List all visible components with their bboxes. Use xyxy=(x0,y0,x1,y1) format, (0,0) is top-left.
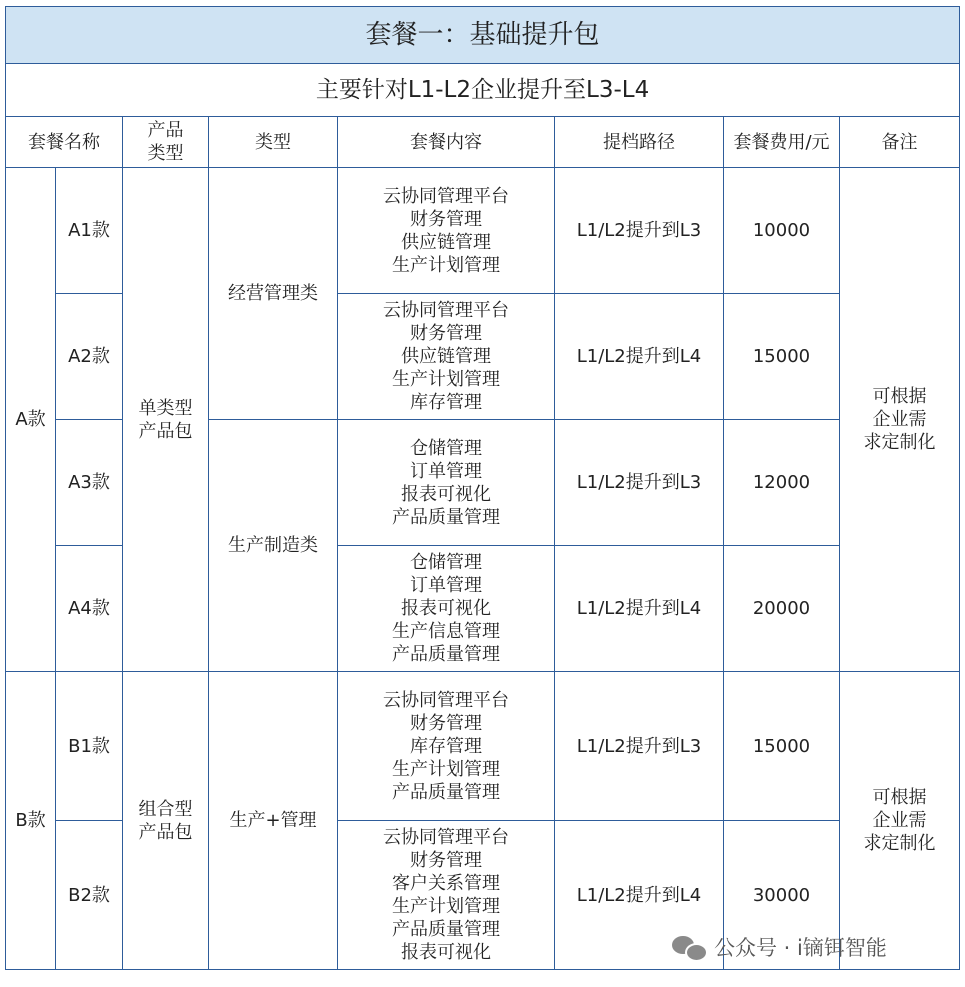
package-fee: 15000 xyxy=(724,672,840,821)
watermark xyxy=(672,932,887,962)
upgrade-path: L1/L2提升到L4 xyxy=(555,546,724,672)
package-name: B1款 xyxy=(56,672,123,821)
group-b-note: 可根据 企业需 求定制化 xyxy=(840,672,960,970)
category-operations: 经营管理类 xyxy=(209,168,338,420)
group-a-label: A款 xyxy=(6,168,56,672)
package-name: A1款 xyxy=(56,168,123,294)
watermark-text: 公众号 · i镝铒智能 xyxy=(714,936,887,960)
table-subtitle: 主要针对L1-L2企业提升至L3-L4 xyxy=(6,64,960,117)
category-manufacturing: 生产制造类 xyxy=(209,420,338,672)
header-content: 套餐内容 xyxy=(338,117,555,168)
package-content: 云协同管理平台 财务管理 供应链管理 生产计划管理 库存管理 xyxy=(338,294,555,420)
package-content: 云协同管理平台 财务管理 供应链管理 生产计划管理 xyxy=(338,168,555,294)
upgrade-path: L1/L2提升到L3 xyxy=(555,420,724,546)
group-a-product-type: 单类型 产品包 xyxy=(123,168,209,672)
upgrade-path: L1/L2提升到L3 xyxy=(555,168,724,294)
header-note: 备注 xyxy=(840,117,960,168)
group-b-label: B款 xyxy=(6,672,56,970)
package-content: 云协同管理平台 财务管理 库存管理 生产计划管理 产品质量管理 xyxy=(338,672,555,821)
group-b-product-type: 组合型 产品包 xyxy=(123,672,209,970)
package-content: 仓储管理 订单管理 报表可视化 生产信息管理 产品质量管理 xyxy=(338,546,555,672)
header-path: 提档路径 xyxy=(555,117,724,168)
package-table xyxy=(5,6,960,970)
group-a-note: 可根据 企业需 求定制化 xyxy=(840,168,960,672)
package-name: A2款 xyxy=(56,294,123,420)
header-row xyxy=(6,117,960,168)
category-production-management: 生产+管理 xyxy=(209,672,338,970)
header-fee: 套餐费用/元 xyxy=(724,117,840,168)
table-title: 套餐一：基础提升包 xyxy=(6,7,960,64)
package-name: A3款 xyxy=(56,420,123,546)
header-name: 套餐名称 xyxy=(6,117,123,168)
package-name: B2款 xyxy=(56,821,123,970)
package-fee: 20000 xyxy=(724,546,840,672)
package-content: 云协同管理平台 财务管理 客户关系管理 生产计划管理 产品质量管理 报表可视化 xyxy=(338,821,555,970)
package-content: 仓储管理 订单管理 报表可视化 产品质量管理 xyxy=(338,420,555,546)
package-fee: 12000 xyxy=(724,420,840,546)
table-row xyxy=(6,168,960,294)
package-fee: 10000 xyxy=(724,168,840,294)
upgrade-path: L1/L2提升到L4 xyxy=(555,294,724,420)
package-table-wrapper xyxy=(5,6,960,970)
wechat-icon xyxy=(672,934,706,960)
package-fee: 30000 xyxy=(724,821,840,970)
header-category: 类型 xyxy=(209,117,338,168)
upgrade-path: L1/L2提升到L3 xyxy=(555,672,724,821)
header-product-type: 产品 类型 xyxy=(123,117,209,168)
package-fee: 15000 xyxy=(724,294,840,420)
table-row xyxy=(6,672,960,821)
package-name: A4款 xyxy=(56,546,123,672)
upgrade-path: L1/L2提升到L4 xyxy=(555,821,724,970)
